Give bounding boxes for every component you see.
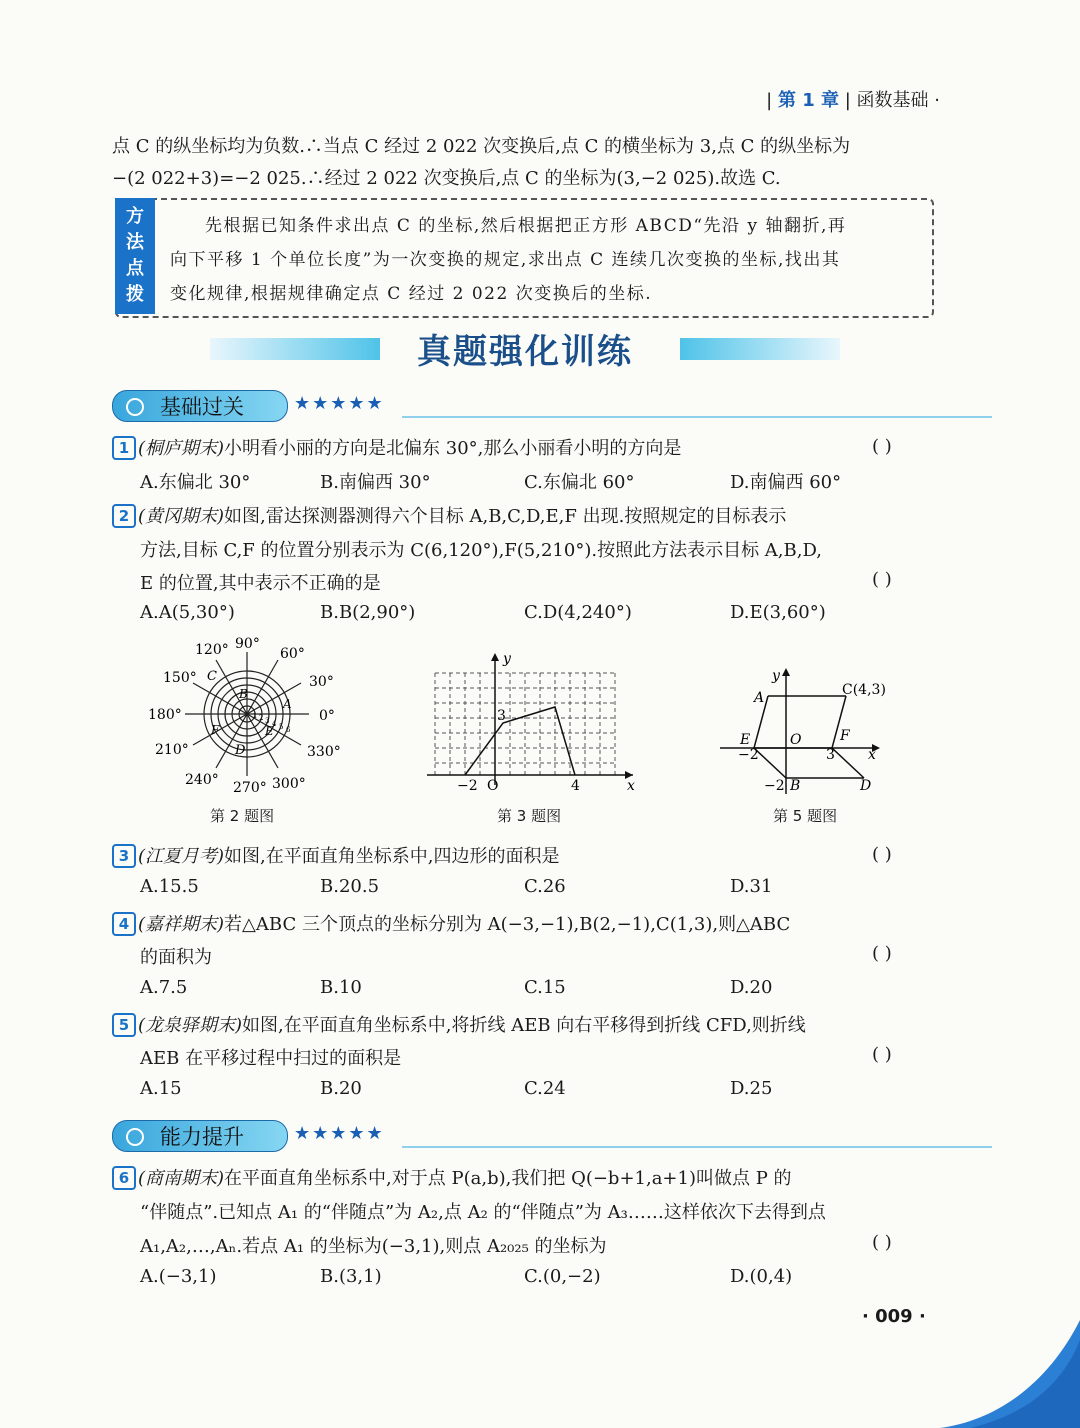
option-c: C.26 xyxy=(524,876,566,897)
tick-label: 4 xyxy=(571,778,580,794)
section-basic xyxy=(112,390,992,420)
method-tag-char: 方 xyxy=(126,206,144,227)
angle-label: 150° xyxy=(163,670,197,686)
method-tag-char: 点 xyxy=(126,258,144,279)
question-number: 4 xyxy=(112,912,136,936)
question-source: (嘉祥期末) xyxy=(138,914,225,935)
axis-label: x xyxy=(868,747,876,763)
ring-label: 6 xyxy=(286,726,291,734)
tick-label: −2 xyxy=(738,747,759,763)
option-c: C.(0,−2) xyxy=(524,1266,601,1287)
angle-label: 240° xyxy=(185,772,219,788)
question-text: 如图,在平面直角坐标系中,四边形的面积是 xyxy=(224,846,560,867)
option-b: B.B(2,90°) xyxy=(320,602,416,623)
question-text: 小明看小丽的方向是北偏东 30°,那么小丽看小明的方向是 xyxy=(224,438,682,459)
question-5-line-2: AEB 在平移过程中扫过的面积是 xyxy=(140,1048,402,1069)
method-line-3: 变化规律,根据规律确定点 C 经过 2 022 次变换后的坐标. xyxy=(170,284,653,304)
point-label: D xyxy=(860,778,872,794)
option-d: D.20 xyxy=(730,977,773,998)
chapter-header: | 第 1 章 | 函数基础 · xyxy=(766,90,940,111)
stars-icon: ★★★★★ xyxy=(294,393,385,414)
polyline-aeb xyxy=(754,696,786,778)
question-text: 如图,雷达探测器测得六个目标 A,B,C,D,E,F 出现.按照规定的目标表示 xyxy=(224,506,787,527)
banner-title: 真题强化训练 xyxy=(417,332,633,372)
axis-label: y xyxy=(503,651,511,667)
intro-line-2: −(2 022+3)=−2 025.∴经过 2 022 次变换后,点 C 的坐标为(3,−2 025).故选 C. xyxy=(112,168,781,189)
circle-icon xyxy=(126,1128,144,1146)
angle-label: 0° xyxy=(319,708,335,724)
method-line-1: 先根据已知条件求出点 C 的坐标,然后根据把正方形 ABCD“先沿 y 轴翻折,再 xyxy=(205,216,847,236)
point-label: A xyxy=(283,697,292,711)
answer-paren: ( ) xyxy=(872,844,892,865)
question-number: 1 xyxy=(112,436,136,460)
option-a: A.15.5 xyxy=(140,876,199,897)
question-4-line-2: 的面积为 xyxy=(140,947,212,968)
intro-line-1: 点 C 的纵坐标均为负数.∴当点 C 经过 2 022 次变换后,点 C 的横坐标为 3,点 C 的纵坐标为 xyxy=(112,136,851,157)
point-label: O xyxy=(790,732,802,748)
option-c: C.24 xyxy=(524,1078,566,1099)
method-tag-char: 拨 xyxy=(126,284,144,305)
ring-label: 1 xyxy=(253,712,258,720)
stars-icon: ★★★★★ xyxy=(294,1123,385,1144)
question-number: 3 xyxy=(112,844,136,868)
angle-label: 300° xyxy=(272,776,306,792)
answer-paren: ( ) xyxy=(872,569,892,590)
angle-label: 210° xyxy=(155,742,189,758)
ring-label: 5 xyxy=(279,723,284,731)
quadrilateral xyxy=(465,707,575,775)
method-line-2: 向下平移 1 个单位长度”为一次变换的规定,求出点 C 连续几次变换的坐标,找出其 xyxy=(170,250,841,270)
question-number: 2 xyxy=(112,504,136,528)
angle-label: 330° xyxy=(307,744,341,760)
point-label: B xyxy=(790,778,801,794)
option-b: B.20 xyxy=(320,1078,362,1099)
angle-label: 270° xyxy=(233,780,267,796)
angle-label: 90° xyxy=(235,636,260,652)
question-4 xyxy=(112,910,790,936)
answer-paren: ( ) xyxy=(872,1044,892,1065)
question-source: (商南期末) xyxy=(138,1168,225,1189)
chapter-number: 第 1 章 xyxy=(777,90,840,111)
tick-label: −2 xyxy=(764,778,785,794)
ring-label: 4 xyxy=(272,720,277,728)
option-d: D.31 xyxy=(730,876,773,897)
point-label: E xyxy=(740,732,751,748)
question-1 xyxy=(112,434,681,460)
section-advanced xyxy=(112,1120,992,1150)
angle-label: 180° xyxy=(148,707,182,723)
angle-label: 60° xyxy=(280,646,305,662)
translation-figure xyxy=(718,660,918,798)
answer-paren: ( ) xyxy=(872,943,892,964)
point-label: F xyxy=(211,723,220,737)
option-d: D.南偏西 60° xyxy=(730,472,842,493)
question-number: 6 xyxy=(112,1166,136,1190)
point-label: A xyxy=(754,690,765,706)
method-tag xyxy=(115,198,155,314)
option-b: B.(3,1) xyxy=(320,1266,382,1287)
option-c: C.D(4,240°) xyxy=(524,602,632,623)
option-a: A.东偏北 30° xyxy=(140,472,251,493)
point-label: D xyxy=(235,743,246,758)
question-2-line-3: E 的位置,其中表示不正确的是 xyxy=(140,573,381,594)
question-text: 在平面直角坐标系中,对于点 P(a,b),我们把 Q(−b+1,a+1)叫做点 P 的 xyxy=(224,1168,792,1189)
point-label: E xyxy=(265,724,274,738)
answer-paren: ( ) xyxy=(872,1232,892,1253)
angle-label: 120° xyxy=(195,642,229,658)
question-number: 5 xyxy=(112,1013,136,1037)
axis-label: x xyxy=(627,778,635,794)
option-a: A.A(5,30°) xyxy=(140,602,235,623)
point-label: C xyxy=(207,669,217,684)
grid-figure xyxy=(425,645,645,795)
ring-label: 2 xyxy=(259,714,264,722)
tick-label: 3 xyxy=(497,708,506,724)
option-a: A.15 xyxy=(140,1078,182,1099)
question-text: 若△ABC 三个顶点的坐标分别为 A(−3,−1),B(2,−1),C(1,3),则△ABC xyxy=(224,914,791,935)
section-rule xyxy=(402,1146,992,1148)
page-number: · 009 · xyxy=(862,1306,926,1327)
option-b: B.南偏西 30° xyxy=(320,472,431,493)
figure-5-caption: 第 5 题图 xyxy=(773,807,838,825)
option-c: C.15 xyxy=(524,977,566,998)
question-2-line-2: 方法,目标 C,F 的位置分别表示为 C(6,120°),F(5,210°).按照此方法表示目标 A,B,D, xyxy=(140,540,822,561)
question-source: (黄冈期末) xyxy=(138,506,225,527)
option-d: D.E(3,60°) xyxy=(730,602,826,623)
option-b: B.20.5 xyxy=(320,876,380,897)
tick-label: 3 xyxy=(826,747,835,763)
question-5 xyxy=(112,1011,806,1037)
tick-label: O xyxy=(487,778,499,794)
chapter-title: 函数基础 · xyxy=(856,90,940,111)
option-d: D.(0,4) xyxy=(730,1266,793,1287)
option-a: A.(−3,1) xyxy=(140,1266,217,1287)
question-source: (桐庐期末) xyxy=(138,438,225,459)
point-label: F xyxy=(840,728,850,744)
corner-decoration xyxy=(940,1320,1080,1428)
radar-figure xyxy=(148,630,355,802)
section-label: 能力提升 xyxy=(160,1125,244,1149)
banner-bar-right xyxy=(680,338,840,360)
tick-label: −2 xyxy=(457,778,478,794)
point-label: B xyxy=(239,687,248,701)
question-6 xyxy=(112,1164,792,1190)
option-d: D.25 xyxy=(730,1078,773,1099)
answer-paren: ( ) xyxy=(872,436,892,457)
ring-label: 3 xyxy=(265,717,270,725)
option-a: A.7.5 xyxy=(140,977,188,998)
question-source: (龙泉驿期末) xyxy=(138,1015,243,1036)
option-b: B.10 xyxy=(320,977,362,998)
question-text: 如图,在平面直角坐标系中,将折线 AEB 向右平移得到折线 CFD,则折线 xyxy=(242,1015,806,1036)
axis-label: y xyxy=(772,668,780,684)
method-tag-char: 法 xyxy=(126,232,144,253)
question-3 xyxy=(112,842,560,868)
angle-label: 30° xyxy=(309,674,334,690)
option-c: C.东偏北 60° xyxy=(524,472,635,493)
circle-icon xyxy=(126,398,144,416)
question-6-line-3: A₁,A₂,…,Aₙ.若点 A₁ 的坐标为(−3,1),则点 A₂₀₂₅ 的坐标为 xyxy=(140,1236,607,1257)
question-2 xyxy=(112,502,786,528)
section-label: 基础过关 xyxy=(160,395,244,419)
question-source: (江夏月考) xyxy=(138,846,225,867)
section-rule xyxy=(402,416,992,418)
figure-2-caption: 第 2 题图 xyxy=(210,807,275,825)
question-6-line-2: “伴随点”.已知点 A₁ 的“伴随点”为 A₂,点 A₂ 的“伴随点”为 A₃……这样依次下去得到点 xyxy=(140,1202,826,1223)
point-label: C(4,3) xyxy=(842,682,886,698)
figure-3-caption: 第 3 题图 xyxy=(497,807,562,825)
banner-bar-left xyxy=(210,338,380,360)
